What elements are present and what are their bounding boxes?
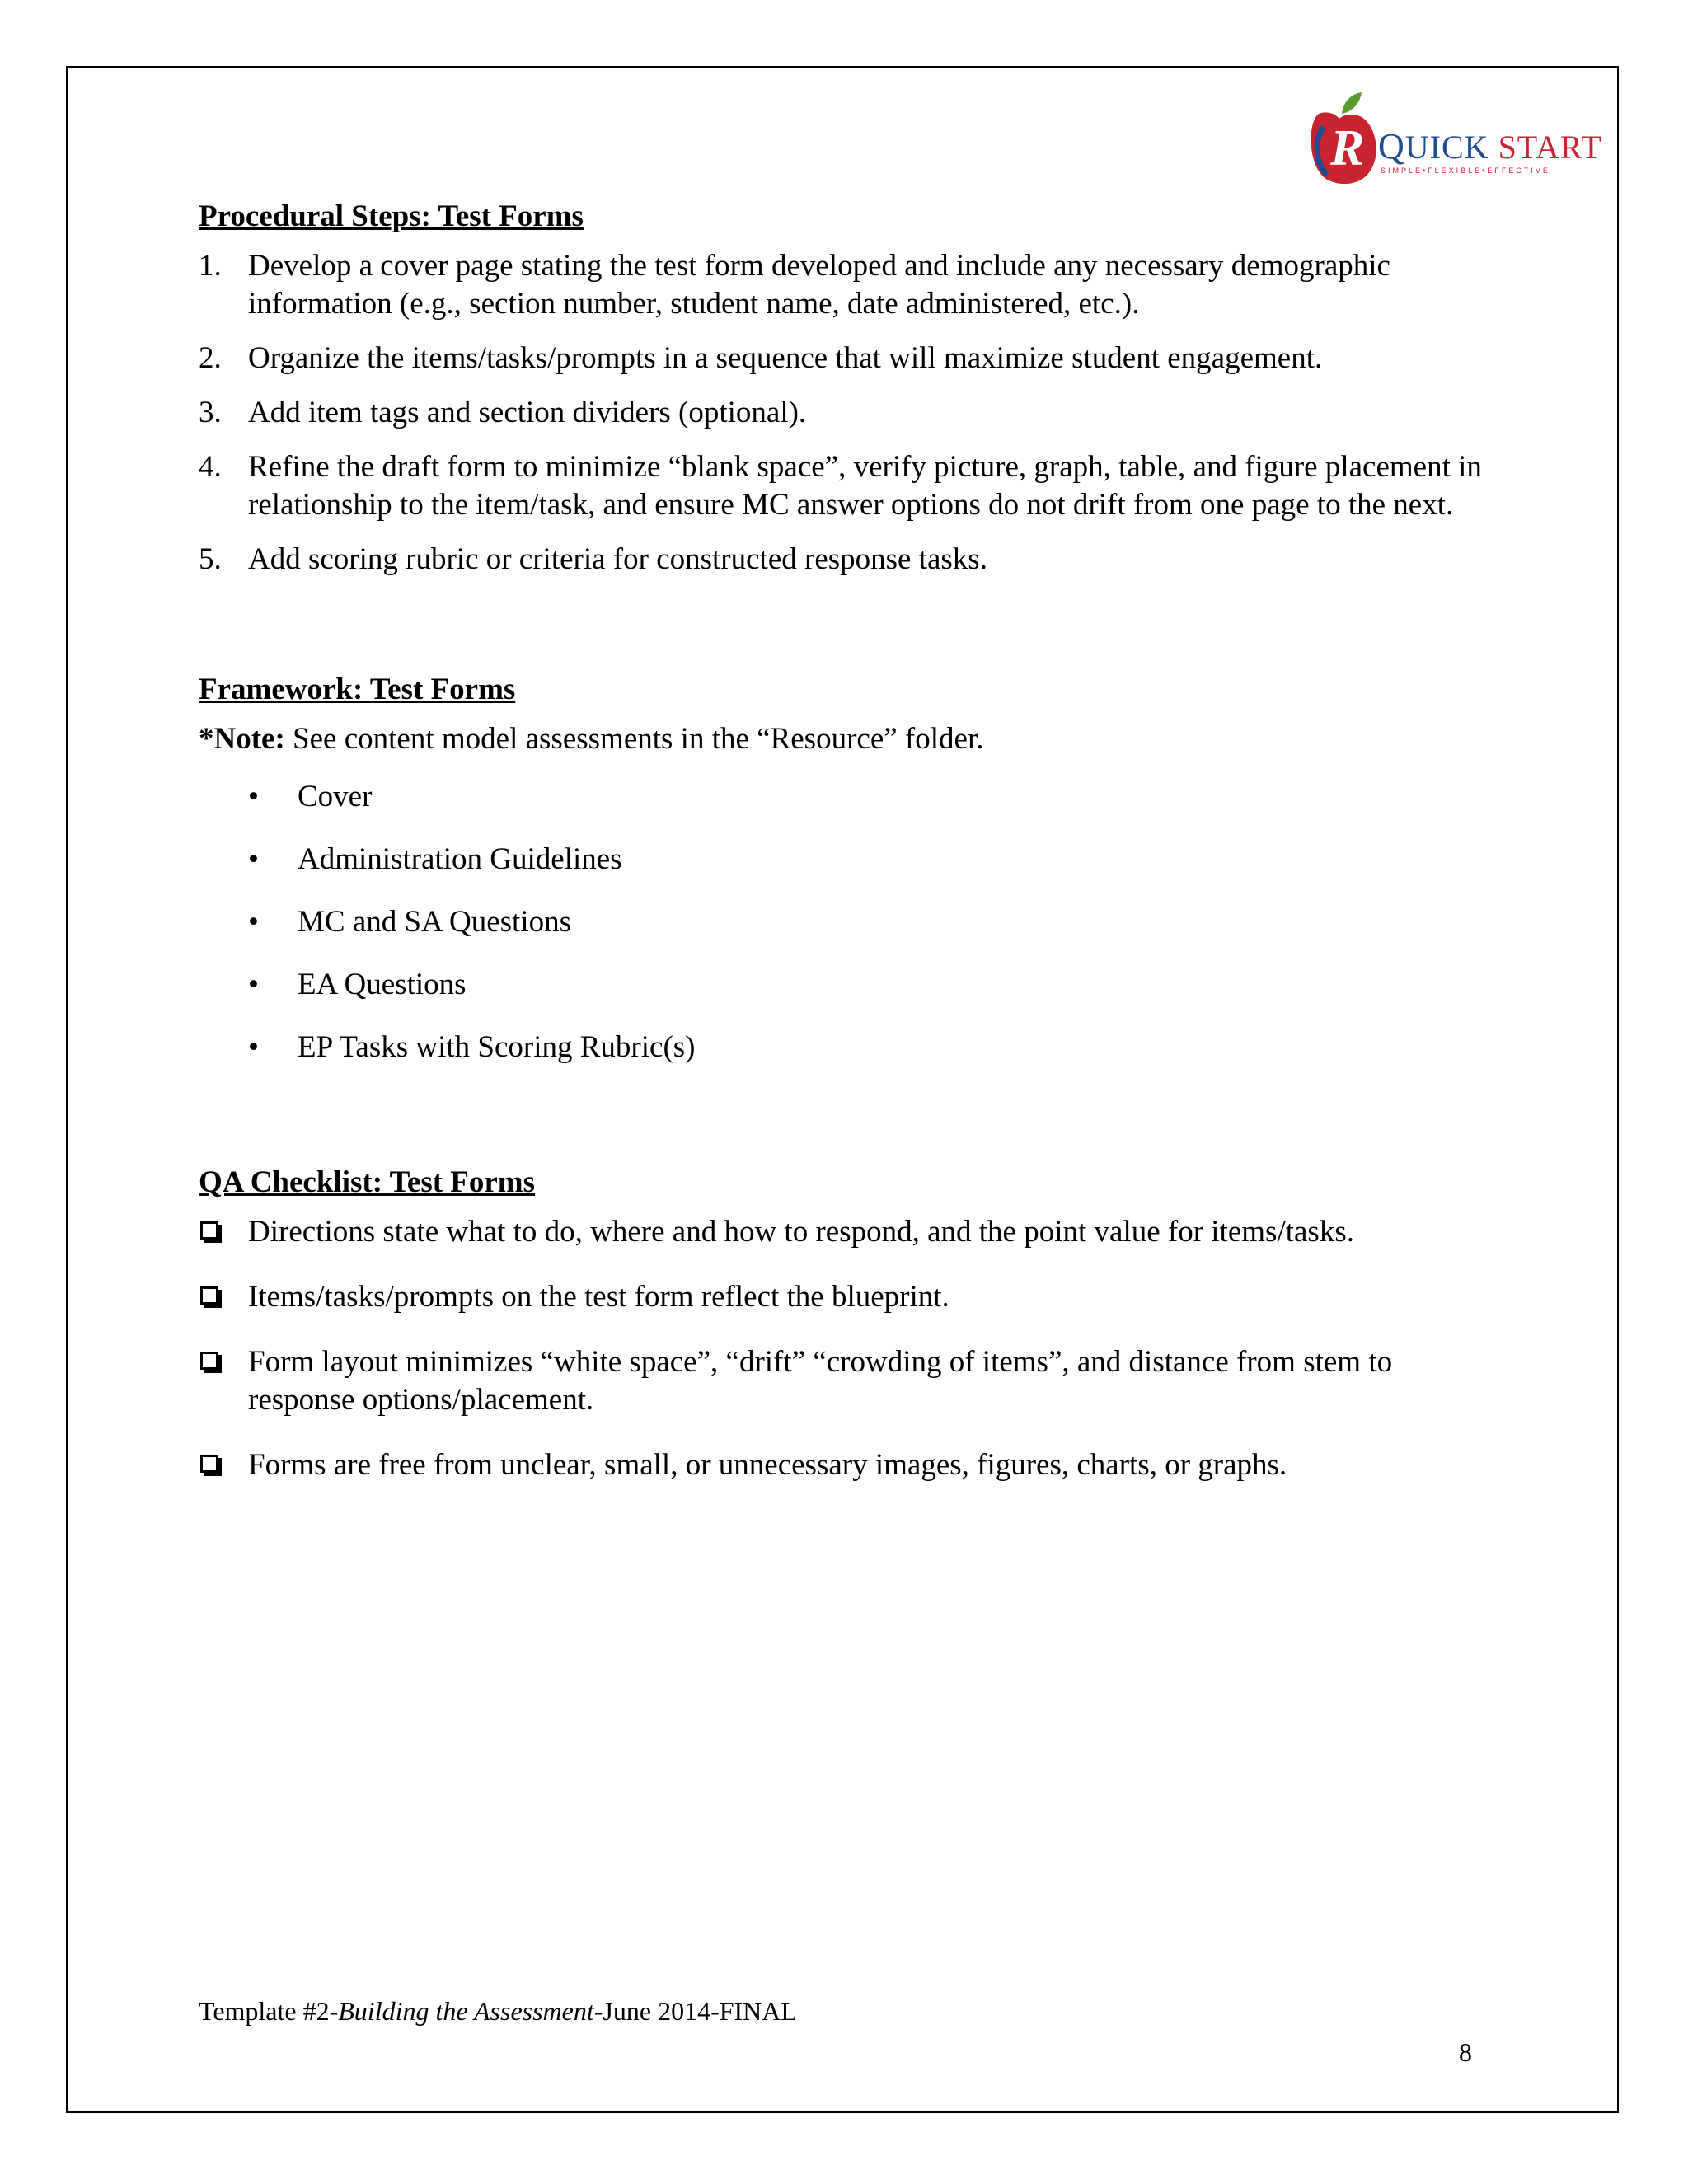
bullet-icon: • — [248, 780, 259, 813]
bullet-icon: • — [248, 968, 259, 1001]
page-number: 8 — [1459, 2037, 1472, 2067]
checkbox-icon — [200, 1455, 218, 1473]
list-item: 2. Organize the items/tasks/prompts in a sequence that will maximize student engagement. — [199, 341, 1323, 375]
list-item: 4. Refine the draft form to minimize “blank space”, verify picture, graph, table, and figure placement in relationship to the item/task, and ensure MC answer options do not drift from one page to the next. — [199, 450, 1482, 522]
quick-start-logo — [1302, 89, 1602, 188]
list-item: • MC and SA Questions — [199, 903, 1484, 941]
page-footer: Template #2-Building the Assessment-June 2014-FINAL — [199, 1996, 797, 2026]
checklist-item: Form layout minimizes “white space”, “drift” “crowding of items”, and distance from stem to response options/placement. — [199, 1343, 1484, 1419]
bullet-icon: • — [248, 905, 259, 939]
svg-text:R: R — [1330, 120, 1365, 176]
list-item: • EA Questions — [199, 966, 1484, 1004]
checkbox-icon — [200, 1286, 218, 1305]
qa-checklist — [199, 1213, 1484, 1484]
checklist-item: Items/tasks/prompts on the test form reflect the blueprint. — [199, 1278, 1484, 1316]
checklist-item: Directions state what to do, where and how to respond, and the point value for items/tasks. — [199, 1213, 1484, 1251]
list-item: 3. Add item tags and section dividers (optional). — [199, 396, 807, 429]
apple-r-logo-icon — [1302, 89, 1385, 188]
checkbox-icon — [200, 1221, 218, 1240]
bullet-icon: • — [248, 842, 259, 876]
checklist-item: Forms are free from unclear, small, or unnecessary images, figures, charts, or graphs. — [199, 1446, 1484, 1484]
framework-note: *Note: See content model assessments in the “Resource” folder. — [199, 722, 984, 756]
logo-tagline: SIMPLE•FLEXIBLE•EFFECTIVE — [1381, 166, 1550, 175]
list-item: • EP Tasks with Scoring Rubric(s) — [199, 1029, 1484, 1066]
procedural-steps-list — [199, 247, 1484, 579]
logo-wordmark: QUICK START — [1378, 126, 1602, 166]
bullet-icon: • — [248, 1030, 259, 1064]
document-body — [199, 198, 1484, 1511]
list-item: • Administration Guidelines — [199, 841, 1484, 879]
checkbox-icon — [200, 1352, 218, 1370]
framework-title: Framework: Test Forms — [199, 673, 516, 706]
framework-list — [199, 778, 1484, 1066]
list-item: • Cover — [199, 778, 1484, 816]
procedural-steps-title: Procedural Steps: Test Forms — [199, 199, 584, 233]
list-item: 5. Add scoring rubric or criteria for constructed response tasks. — [199, 542, 987, 576]
qa-checklist-title: QA Checklist: Test Forms — [199, 1165, 536, 1199]
list-item: 1. Develop a cover page stating the test form developed and include any necessary demographic information (e.g., section number, student name, date administered, etc.). — [199, 249, 1390, 321]
